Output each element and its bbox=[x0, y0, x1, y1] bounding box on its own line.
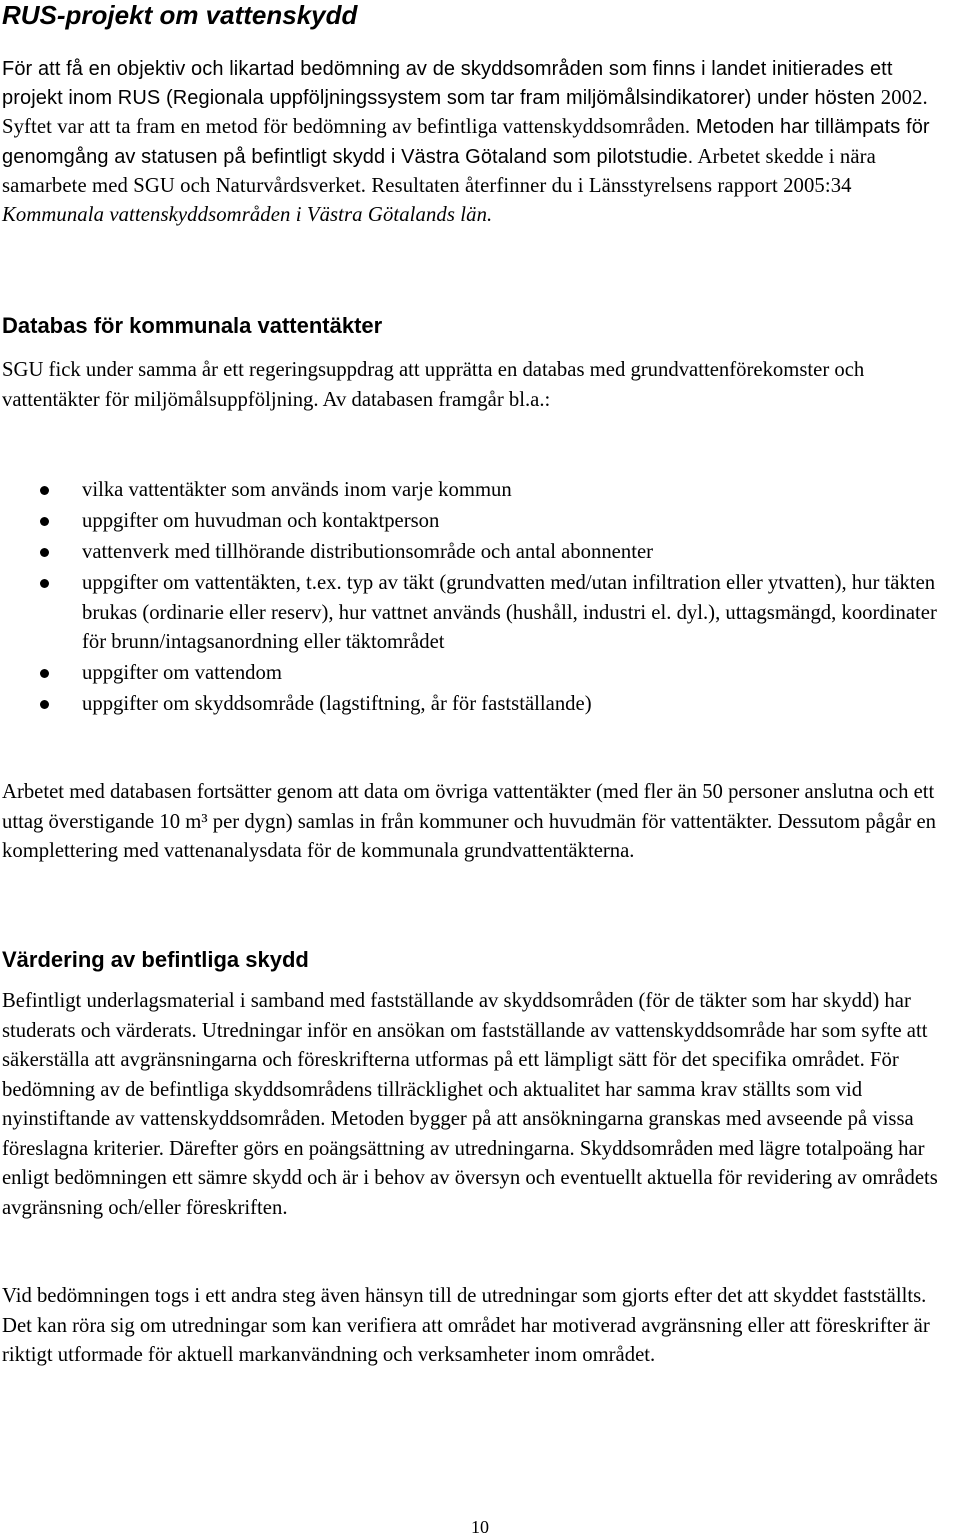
list-item-text: uppgifter om huvudman och kontaktperson bbox=[82, 510, 440, 533]
database-continuation-paragraph: Arbetet med databasen fortsätter genom att data om övriga vattentäkter (med fler än 50 personer anslutna och ett uttag överstigande 10 m³ per dygn) samlas in från kommuner och huvudmän för vattentäkter. Dessutom pågår en komplettering med vattenanalysdata för de kommunala grundvattentäkterna. bbox=[2, 781, 937, 862]
bullet-icon bbox=[40, 486, 49, 495]
section-heading-evaluation: Värdering av befintliga skydd bbox=[2, 947, 309, 972]
intro-text-2: 2002. Syftet var att ta fram en metod för bedömning av befintliga vattenskyddsområden. bbox=[2, 87, 928, 139]
list-item bbox=[0, 659, 952, 689]
report-title-italic: Kommunala vattenskyddsområden i Västra Götalands län. bbox=[2, 204, 493, 227]
intro-text-5: Resultaten återfinner du i Länsstyrelsens rapport 2005:34 bbox=[366, 174, 852, 197]
section-heading-database: Databas för kommunala vattentäkter bbox=[2, 313, 383, 338]
list-item bbox=[0, 690, 952, 720]
list-item-text: vilka vattentäkter som används inom varje kommun bbox=[82, 479, 512, 501]
list-item-text: uppgifter om vattendom bbox=[82, 662, 282, 685]
database-bullet-list bbox=[0, 476, 952, 722]
evaluation-paragraph: Befintligt underlagsmaterial i samband med fastställande av skyddsområden (för de täkter som har skydd) har studerats och värderats. Utredningar inför en ansökan om fastställande av vattenskyddsområde har som syfte att säkerställa att avgränsningarna och föreskrifterna utformas på ett lämpligt sätt för det specifika området. För bedömning av de befintliga skyddsområdens tillräcklighet och aktualitet har samma krav ställts som vid nyinstiftande av vattenskyddsområden. Metoden bygger på att ansökningarna granskas med avseende på vissa föreslagna kriterier. Därefter görs en poängsättning av utredningarna. Skyddsområden med lägre totalpoäng har enligt bedömningen ett sämre skydd och är i behov av översyn och eventuellt aktuella för revidering av områdets avgränsning och/eller föreskriften. bbox=[2, 990, 938, 1219]
list-item bbox=[0, 538, 952, 568]
intro-text-1: För att få en objektiv och likartad bedömning av de skyddsområden som finns i landet initierades ett projekt inom RUS (Regionala uppföljningssystem som tar fram miljömålsindikatorer) under hösten bbox=[2, 58, 893, 110]
list-item bbox=[0, 507, 952, 537]
database-intro-paragraph: SGU fick under samma år ett regeringsuppdrag att upprätta en databas med grundvattenförekomster och vattentäkter för miljömålsuppföljning. Av databasen framgår bl.a.: bbox=[2, 359, 865, 411]
list-item-text: vattenverk med tillhörande distributionsområde och antal abonnenter bbox=[82, 541, 654, 564]
bullet-icon bbox=[40, 548, 49, 557]
intro-text-4: Arbetet skedde i nära samarbete med SGU och Naturvårdsverket. bbox=[2, 145, 876, 197]
intro-text-3: Metoden har tillämpats för genomgång av statusen på befintligt skydd i Västra Götaland som pilotstudie. bbox=[2, 116, 930, 168]
bullet-icon bbox=[40, 579, 49, 588]
evaluation-second-paragraph: Vid bedömningen togs i ett andra steg även hänsyn till de utredningar som gjorts efter det att skyddet fastställts. Det kan röra sig om utredningar som kan verifiera att området har motiverad avgränsning eller att föreskrifter är riktigt utformade för aktuell markanvändning och verksamheter inom området. bbox=[2, 1285, 930, 1366]
page-title: RUS-projekt om vattenskydd bbox=[2, 0, 358, 30]
intro-paragraph bbox=[2, 55, 954, 230]
list-item bbox=[0, 569, 952, 658]
list-item bbox=[0, 476, 952, 506]
bullet-icon bbox=[40, 700, 49, 709]
list-item-text: uppgifter om skyddsområde (lagstiftning, år för fastställande) bbox=[82, 693, 592, 716]
bullet-icon bbox=[40, 517, 49, 526]
bullet-icon bbox=[40, 669, 49, 678]
page-number: 10 bbox=[471, 1517, 489, 1537]
list-item-text: uppgifter om vattentäkten, t.ex. typ av täkt (grundvatten med/utan infiltration eller ytvatten), hur täkten brukas (ordinarie eller reserv), hur vattnet används (hushåll, industri el. dyl.), uttagsmängd, koordinater för brunn/intagsanordning eller täktområdet bbox=[82, 572, 937, 654]
